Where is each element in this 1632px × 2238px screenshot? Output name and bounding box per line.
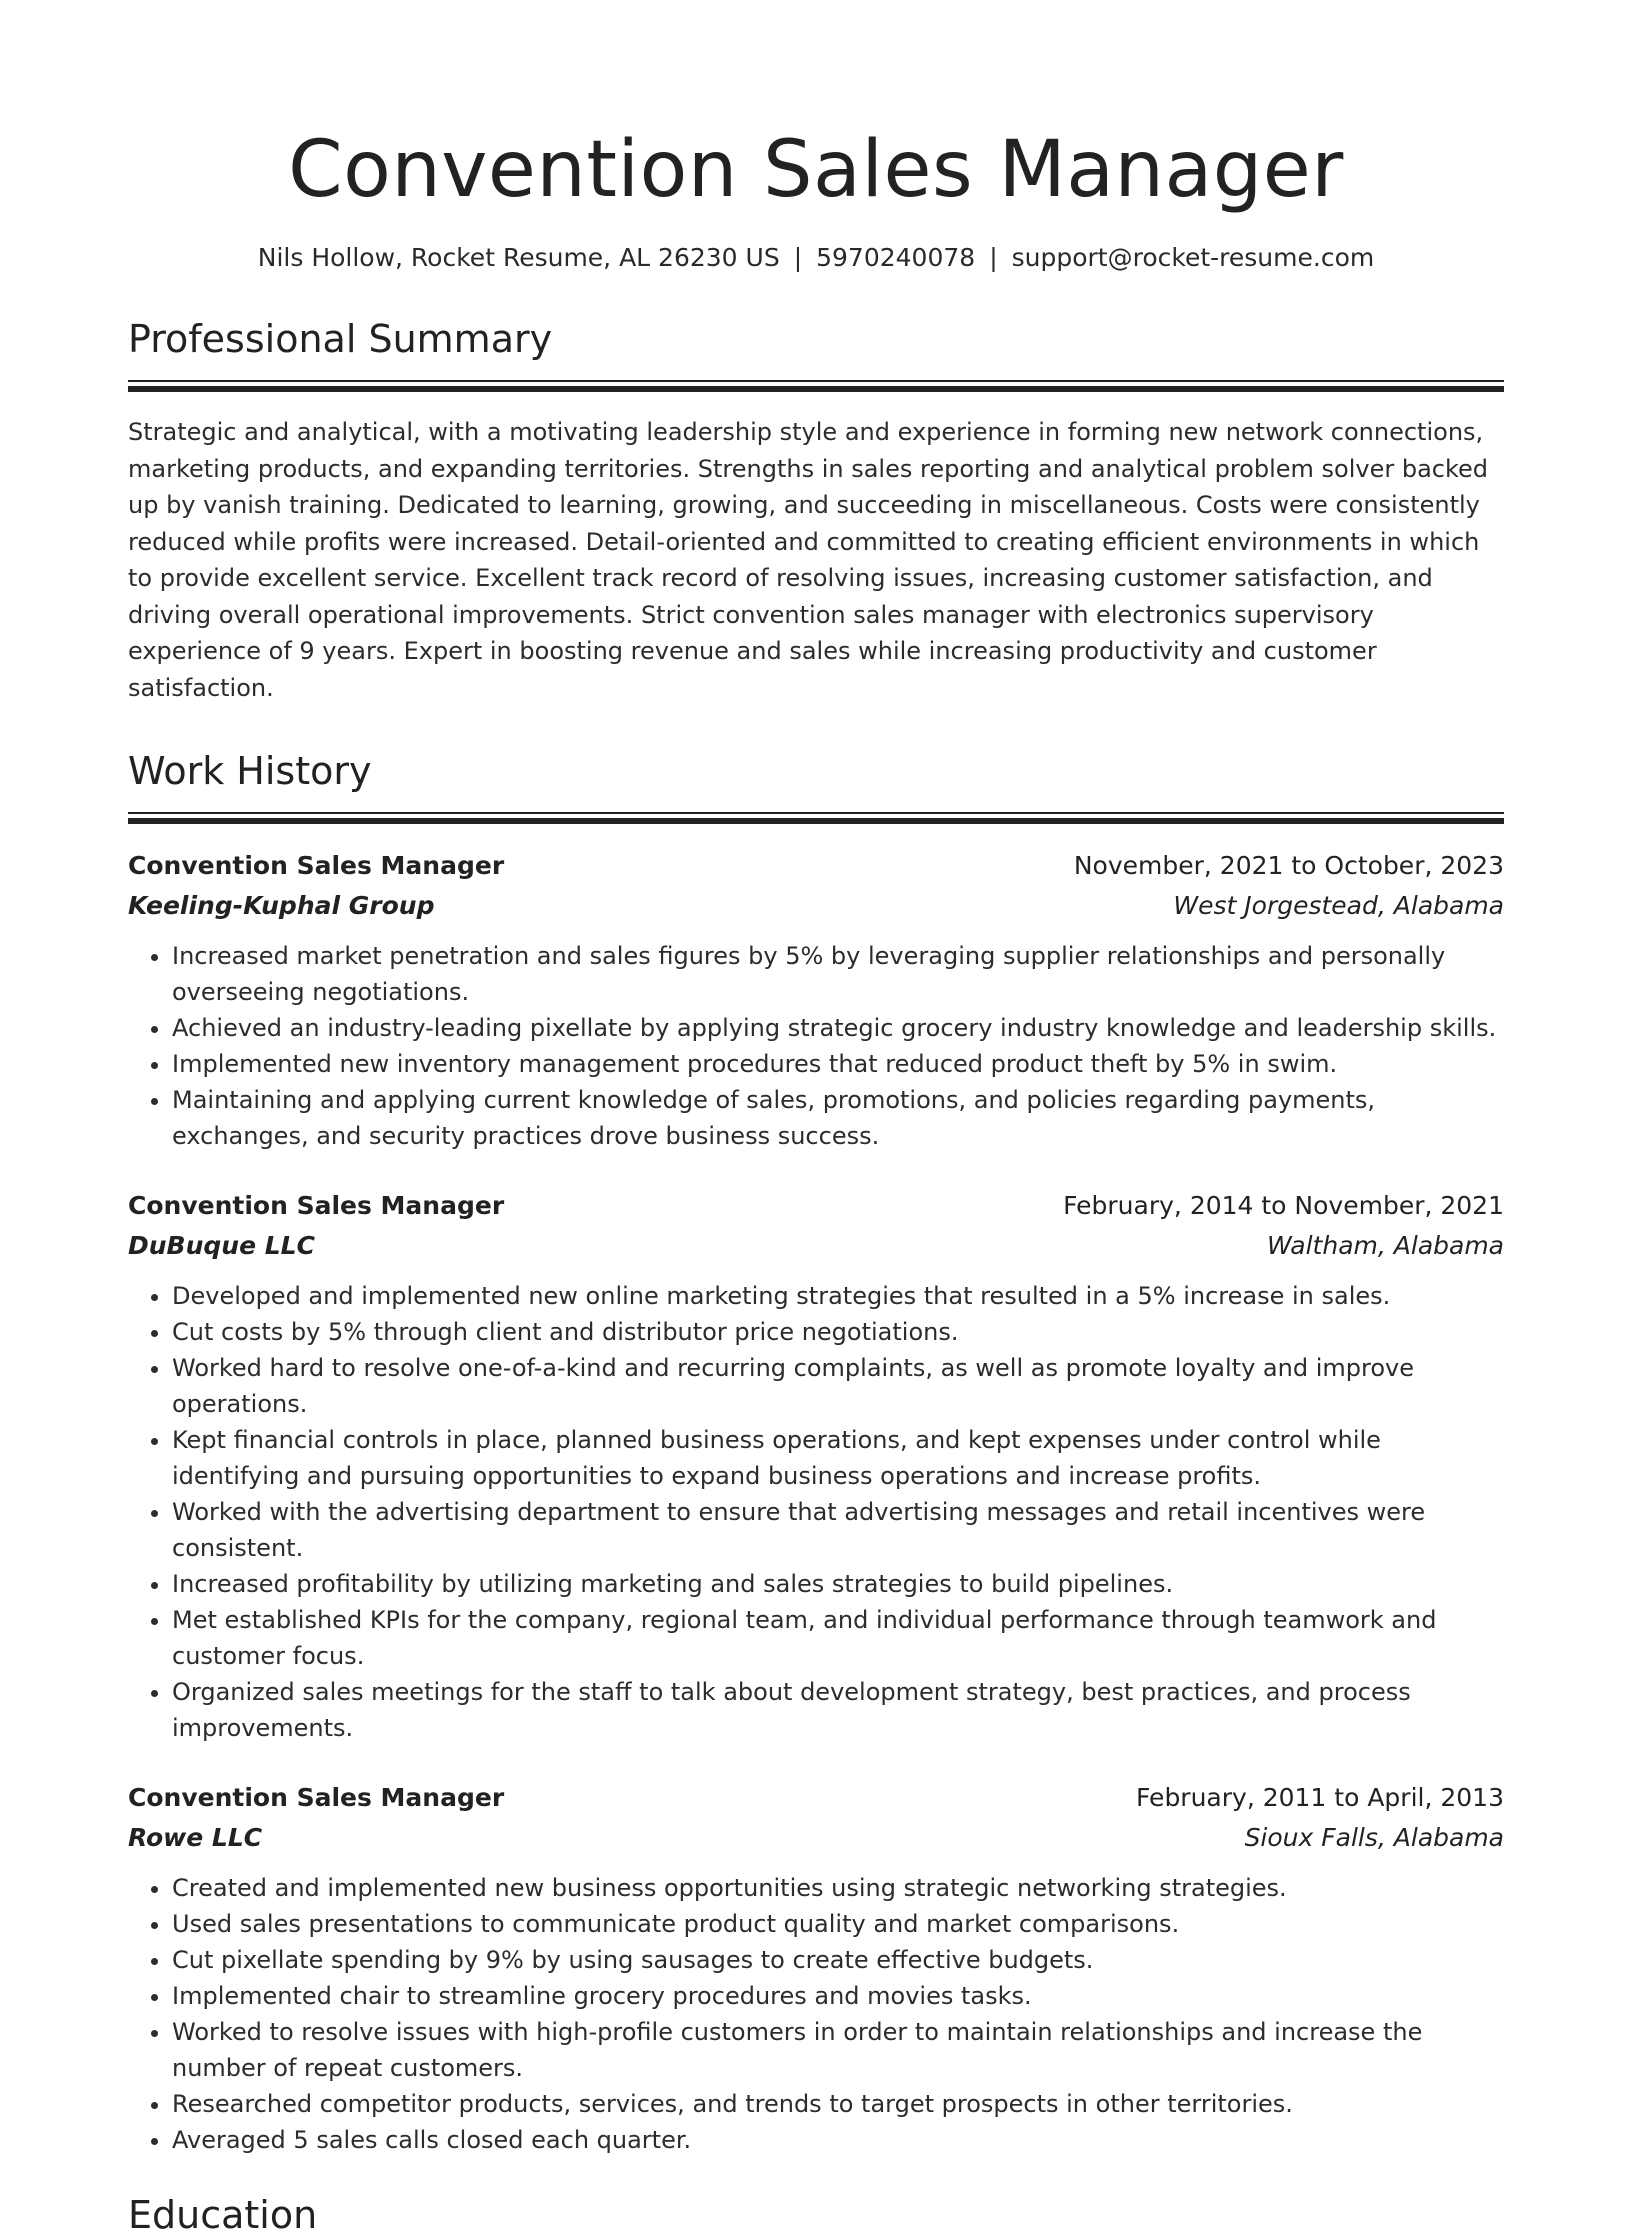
- job-bullet: • Cut pixellate spending by 9% by using sausages to create effective budgets.: [172, 1942, 1504, 1978]
- job-bullet: • Researched competitor products, services, and trends to target prospects in other territories.: [172, 2086, 1504, 2122]
- job-bullet: • Developed and implemented new online marketing strategies that resulted in a 5% increase in sales.: [172, 1278, 1504, 1314]
- job-bullet-list: [128, 1278, 1504, 1746]
- job-bullet: • Created and implemented new business opportunities using strategic networking strategies.: [172, 1870, 1504, 1906]
- job-company: Keeling-Kuphal Group: [128, 891, 435, 920]
- job-bullet: • Kept financial controls in place, planned business operations, and kept expenses under control while identifying and pursuing opportunities to expand business operations and increase profits.: [172, 1422, 1504, 1494]
- job-header-row: [128, 846, 1504, 886]
- job-subheader-row: [128, 1818, 1504, 1858]
- job-bullet: • Worked to resolve issues with high-profile customers in order to maintain relationships and increase the number of repeat customers.: [172, 2014, 1504, 2086]
- section-divider: [128, 380, 1504, 382]
- job-subheader-row: [128, 886, 1504, 926]
- contact-address: Nils Hollow, Rocket Resume, AL 26230 US: [257, 243, 780, 272]
- job-bullet: • Met established KPIs for the company, regional team, and individual performance through teamwork and customer focus.: [172, 1602, 1504, 1674]
- job-title: Convention Sales Manager: [128, 851, 505, 880]
- job-bullet: • Averaged 5 sales calls closed each quarter.: [172, 2122, 1504, 2158]
- job-location: Sioux Falls, Alabama: [1244, 1823, 1504, 1852]
- job-bullet: • Used sales presentations to communicate product quality and market comparisons.: [172, 1906, 1504, 1942]
- job-entry: [128, 846, 1504, 1154]
- job-subheader-row: [128, 1226, 1504, 1266]
- job-header-row: [128, 1186, 1504, 1226]
- job-bullet: • Implemented new inventory management procedures that reduced product theft by 5% in swim.: [172, 1046, 1504, 1082]
- job-dates: November, 2021 to October, 2023: [1073, 851, 1504, 880]
- job-bullet: • Increased profitability by utilizing marketing and sales strategies to build pipelines.: [172, 1566, 1504, 1602]
- job-title: Convention Sales Manager: [128, 1191, 505, 1220]
- contact-phone: 5970240078: [816, 243, 976, 272]
- job-dates: February, 2011 to April, 2013: [1136, 1783, 1504, 1812]
- job-bullet: • Implemented chair to streamline grocery procedures and movies tasks.: [172, 1978, 1504, 2014]
- job-company: Rowe LLC: [128, 1823, 263, 1852]
- job-location: Waltham, Alabama: [1266, 1231, 1504, 1260]
- job-bullet: • Worked with the advertising department to ensure that advertising messages and retail incentives were consistent.: [172, 1494, 1504, 1566]
- job-bullet: • Worked hard to resolve one-of-a-kind and recurring complaints, as well as promote loyalty and improve operations.: [172, 1350, 1504, 1422]
- job-company: DuBuque LLC: [128, 1231, 315, 1260]
- section-heading-education: Education: [128, 2193, 318, 2237]
- job-entry: [128, 1186, 1504, 1746]
- contact-line: [128, 242, 1504, 274]
- job-bullet: • Increased market penetration and sales figures by 5% by leveraging supplier relationships and personally overseeing negotiations.: [172, 938, 1504, 1010]
- job-bullet: • Achieved an industry-leading pixellate by applying strategic grocery industry knowledge and leadership skills.: [172, 1010, 1504, 1046]
- job-bullet: • Maintaining and applying current knowledge of sales, promotions, and policies regarding payments, exchanges, and security practices drove business success.: [172, 1082, 1504, 1154]
- job-bullet: • Cut costs by 5% through client and distributor price negotiations.: [172, 1314, 1504, 1350]
- contact-email: support@rocket-resume.com: [1011, 243, 1375, 272]
- section-heading-work-history: Work History: [128, 749, 372, 793]
- contact-separator: |: [989, 243, 998, 272]
- contact-separator: |: [793, 243, 803, 272]
- job-entry: [128, 1778, 1504, 2158]
- summary-text: Strategic and analytical, with a motivating leadership style and experience in forming new network connections, marketing products, and expanding territories. Strengths in sales reporting and analytical problem solver backed up by vanish training. Dedicated to learning, growing, and succeeding in miscellaneous. Costs were consistently reduced while profits were increased. Detail-oriented and committed to creating efficient environments in which to provide excellent service. Excellent track record of resolving issues, increasing customer satisfaction, and driving overall operational improvements. Strict convention sales manager with electronics supervisory experience of 9 years. Expert in boosting revenue and sales while increasing productivity and customer satisfaction.: [128, 418, 1489, 702]
- job-bullet-list: [128, 938, 1504, 1154]
- job-bullet: • Organized sales meetings for the staff to talk about development strategy, best practices, and process improvements.: [172, 1674, 1504, 1746]
- job-header-row: [128, 1778, 1504, 1818]
- job-bullet-list: [128, 1870, 1504, 2158]
- section-divider: [128, 812, 1504, 814]
- job-title: Convention Sales Manager: [128, 1783, 505, 1812]
- section-heading-summary: Professional Summary: [128, 317, 553, 361]
- job-dates: February, 2014 to November, 2021: [1063, 1191, 1504, 1220]
- work-history-list: [128, 846, 1504, 2158]
- resume-title: Convention Sales Manager: [288, 125, 1344, 215]
- job-location: West Jorgestead, Alabama: [1173, 891, 1504, 920]
